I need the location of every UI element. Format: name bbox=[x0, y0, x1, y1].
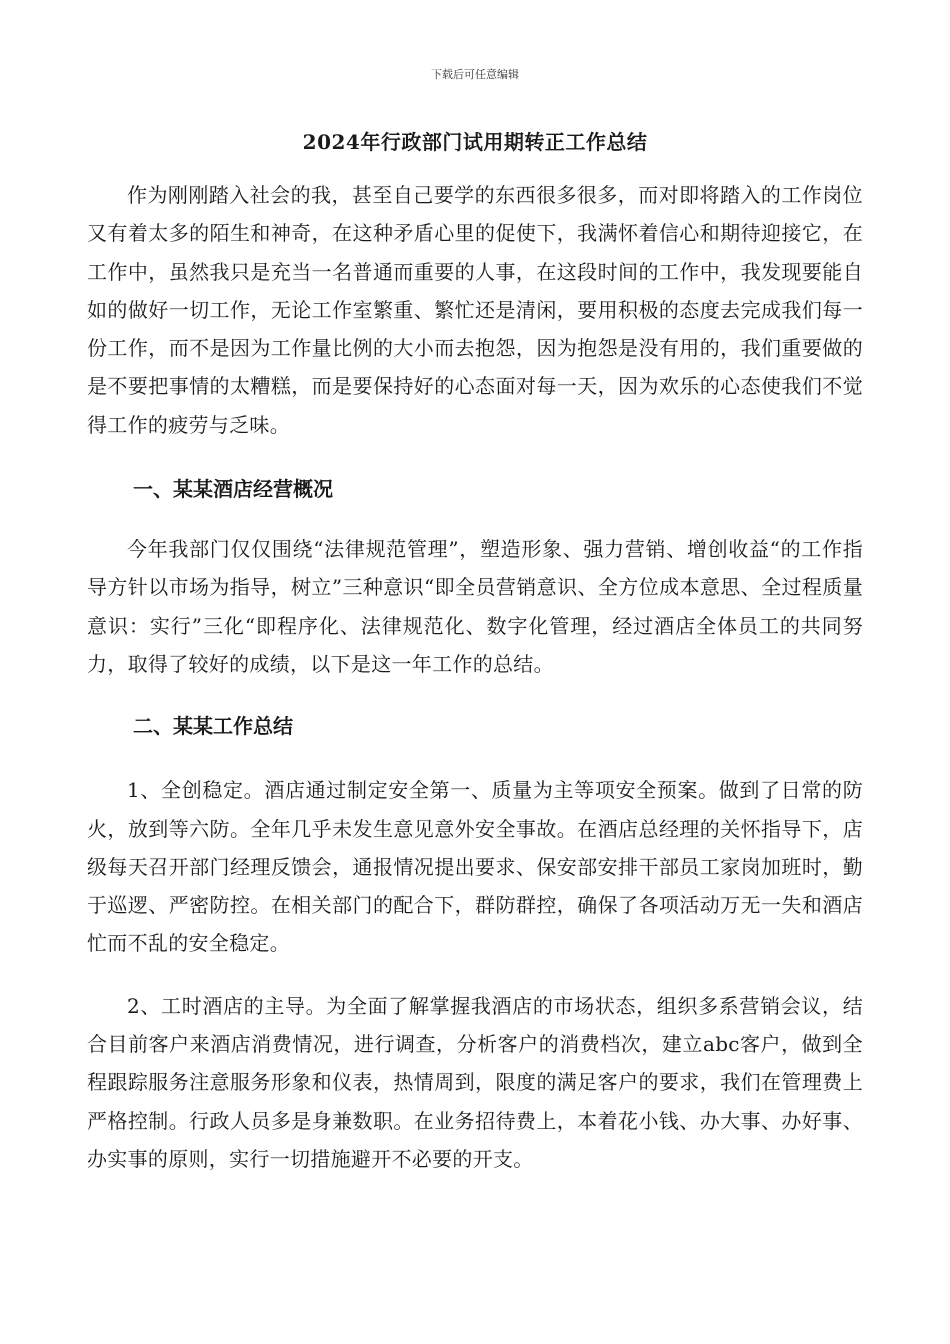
intro-paragraph: 作为刚刚踏入社会的我，甚至自己要学的东西很多很多，而对即将踏入的工作岗位又有着太多的陌生和神奇，在这种矛盾心里的促使下，我满怀着信心和期待迎接它，在工作中，虽然我只是充当一名普通而重要的人事，在这段时间的工作中，我发现要能自如的做好一切工作，无论工作室繁重、繁忙还是清闲，要用积极的态度去完成我们每一份工作，而不是因为工作量比例的大小而去抱怨，因为抱怨是没有用的，我们重要做的是不要把事情的太糟糕，而是要保持好的心态面对每一天，因为欢乐的心态使我们不觉得工作的疲劳与乏味。 bbox=[87, 183, 863, 437]
section-heading-1: 一、某某酒店经营概况 bbox=[133, 477, 333, 502]
header-note: 下载后可任意编辑 bbox=[431, 68, 519, 81]
section1-paragraph: 今年我部门仅仅围绕“法律规范管理”，塑造形象、强力营销、增创收益“的工作指导方针以市场为指导，树立”三种意识“即全员营销意识、全方位成本意思、全过程质量意识：实行”三化“即程序化、法律规范化、数字化管理，经过酒店全体员工的共同努力，取得了较好的成绩，以下是这一年工作的总结。 bbox=[87, 537, 863, 676]
item-1-paragraph: 1、全创稳定。酒店通过制定安全第一、质量为主等项安全预案。做到了日常的防火，放到等六防。全年几乎未发生意见意外安全事故。在酒店总经理的关怀指导下，店级每天召开部门经理反馈会，通报情况提出要求、保安部安排干部员工家岗加班时，勤于巡逻、严密防控。在相关部门的配合下，群防群控，确保了各项活动万无一失和酒店忙而不乱的安全稳定。 bbox=[87, 778, 863, 956]
document-body bbox=[87, 176, 863, 1178]
section-heading-2: 二、某某工作总结 bbox=[133, 714, 293, 739]
item-2-paragraph: 2、工时酒店的主导。为全面了解掌握我酒店的市场状态，组织多系营销会议，结合目前客户来酒店消费情况，进行调查，分析客户的消费档次，建立abc客户，做到全程跟踪服务注意服务形象和仪表，热情周到，限度的满足客户的要求，我们在管理费上严格控制。行政人员多是身兼数职。在业务招待费上，本着花小钱、办大事、办好事、办实事的原则，实行一切措施避开不必要的开支。 bbox=[87, 993, 863, 1171]
document-title: 2024年行政部门试用期转正工作总结 bbox=[302, 130, 648, 154]
